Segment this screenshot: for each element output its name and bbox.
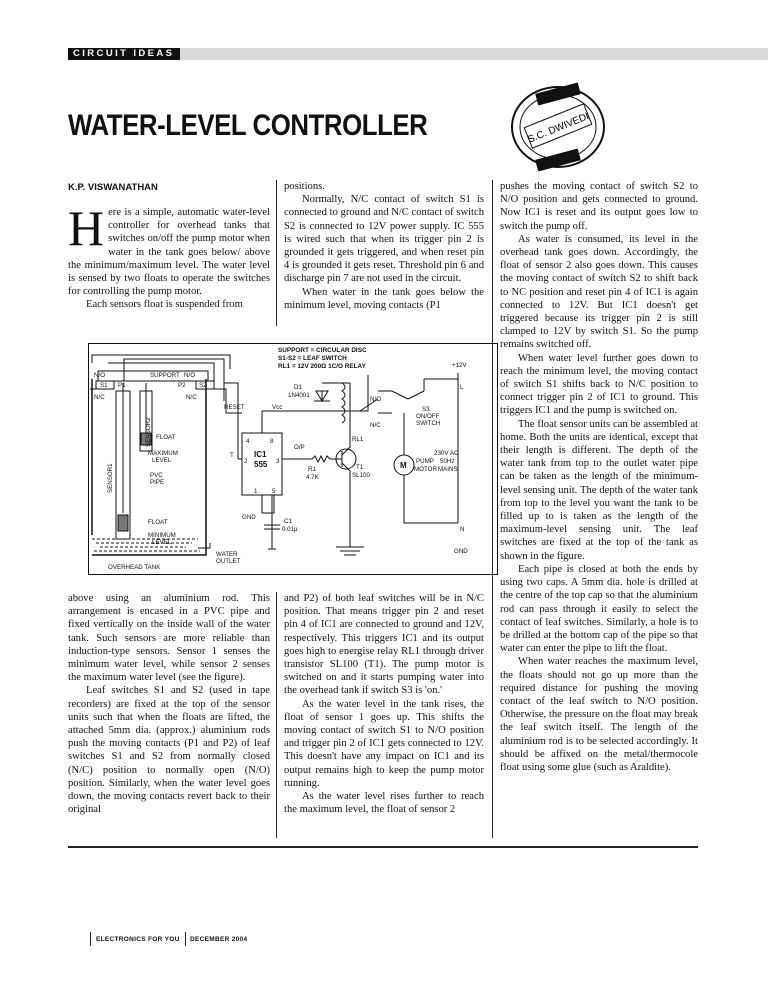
label-max-level: MAXIMUM xyxy=(148,450,178,457)
label-outlet: WATER xyxy=(216,551,238,558)
label-no-right: N/O xyxy=(184,372,196,379)
article-title: WATER-LEVEL CONTROLLER xyxy=(68,109,428,142)
label-c1-value: 0.01µ xyxy=(282,526,298,533)
label-reset: RESET xyxy=(224,404,245,411)
label-no-left: N/O xyxy=(94,372,106,379)
paragraph: When water level further goes down to reach the minimum level, the moving contact of switch S1 shifts back to N/C position to connect trigger pin 2 of IC1 to ground. This triggers IC1 and the pump is switched on. xyxy=(500,352,698,417)
seal-text: S.C. DWIVEDI xyxy=(526,111,591,146)
circuit-diagram xyxy=(88,343,498,575)
paragraph: pushes the moving contact of switch S2 to N/O position and gets connected to ground. Now IC1 is reset and its output goes low to switch the pump off. xyxy=(500,181,698,232)
paragraph: As water is consumed, its level in the overhead tank goes down. Accordingly, the float of sensor 2 also goes down. This causes the moving contact of switch S2 to shift back to NC position and reset pin 4 of IC1 is again connected to 12V. But IC1 doesn't get triggered because its trigger pin 2 is still clamped to 12V by switch S1. So the pump remains switched off. xyxy=(500,233,698,351)
label-p2: P2 xyxy=(178,382,186,389)
label-motor: MOTOR xyxy=(414,466,437,473)
paragraph: Each sensors float is suspended from xyxy=(86,299,243,311)
label-sensor2: SENSOR2 xyxy=(145,417,152,447)
label-pin3: 3 xyxy=(276,458,280,465)
label-vcc: Vcc xyxy=(272,404,283,411)
legend-1: SUPPORT = CIRCULAR DISC xyxy=(278,347,367,354)
label-nc-left: N/C xyxy=(94,394,105,401)
label-12v: +12V xyxy=(452,362,467,369)
paragraph: As the water level rises further to reach the maximum level, the float of sensor 2 xyxy=(284,791,484,816)
label-r1: R1 xyxy=(308,466,316,473)
label-c1: C1 xyxy=(284,518,292,525)
label-rl1: RL1 xyxy=(352,436,364,443)
label-nc-right: N/C xyxy=(186,394,197,401)
label-s1: S1 xyxy=(100,382,108,389)
label-min-level: MINIMUM xyxy=(148,532,176,539)
section-label: CIRCUIT IDEAS xyxy=(68,48,180,60)
label-l: L xyxy=(460,384,464,391)
bottom-rule xyxy=(68,846,698,848)
label-s3-switch: SWITCH xyxy=(416,420,441,427)
label-555: 555 xyxy=(254,460,268,469)
label-sensor1: SENSOR1 xyxy=(107,463,114,493)
label-pipe: PIPE xyxy=(150,479,165,486)
label-pin8: 8 xyxy=(270,438,274,445)
label-outlet-2: OUTLET xyxy=(216,558,241,565)
label-p1: P1 xyxy=(118,382,126,389)
label-no-relay: N/O xyxy=(370,396,382,403)
label-gnd: GND xyxy=(454,548,468,555)
footer-issue: DECEMBER 2004 xyxy=(190,936,248,943)
label-d1: D1 xyxy=(294,384,302,391)
paragraph: When water in the tank goes below the minimum level, moving contacts (P1 xyxy=(284,286,484,311)
label-float-bottom: FLOAT xyxy=(148,519,168,526)
label-t1: T1 xyxy=(356,464,364,471)
label-mains-hz: 50Hz xyxy=(440,458,455,465)
label-gnd-ic: GND xyxy=(242,514,256,521)
label-pvc: PVC xyxy=(150,472,163,479)
label-pin1: 1 xyxy=(254,488,258,495)
label-mains: 230V AC xyxy=(434,450,459,457)
drop-cap: H xyxy=(68,200,105,256)
label-motor-m: M xyxy=(400,461,407,470)
label-trigger: T xyxy=(230,452,234,459)
label-max-level-2: LEVEL xyxy=(152,457,172,464)
label-op: O/P xyxy=(294,444,305,451)
author-name: K.P. VISWANATHAN xyxy=(68,182,158,193)
label-pump: PUMP xyxy=(416,458,434,465)
label-float-top: FLOAT xyxy=(156,434,176,441)
column-3 xyxy=(500,180,698,774)
column-divider xyxy=(276,592,277,838)
label-tank: OVERHEAD TANK xyxy=(108,564,161,571)
label-nc-relay: N/C xyxy=(370,422,381,429)
paragraph: As the water level in the tank rises, the float of sensor 1 goes up. This shifts the moving contact of switch S1 to N/O position and trigger pin 2 of IC1 gets connected to 12V. This doesn't have any impact on IC1 and its output remains high to keep the pump motor running. xyxy=(284,698,484,789)
column-1-top xyxy=(68,200,270,312)
label-t1-part: SL100 xyxy=(352,472,370,479)
label-s3-onoff: ON/OFF xyxy=(416,413,440,420)
column-1-bottom xyxy=(68,592,270,816)
footer-magazine: ELECTRONICS FOR YOU xyxy=(96,936,180,943)
label-pin2: 2 xyxy=(244,458,248,465)
label-mains-3: MAINS xyxy=(438,466,458,473)
intro-paragraph: Here is a simple, automatic water-level controller for overhead tanks that switches on/off the pump motor when water in the tank goes below/ above the minimum/maximum level. The water level is sensed by two floats to operate the switches for controlling the pump motor. xyxy=(68,200,270,298)
label-pin5: 5 xyxy=(272,488,276,495)
column-2-top xyxy=(284,180,484,312)
label-s2: S2 xyxy=(199,382,207,389)
legend-3: RL1 = 12V 200Ω 1C/O RELAY xyxy=(278,363,366,370)
paragraph: positions. xyxy=(284,181,325,192)
footer-divider xyxy=(90,932,91,946)
legend-2: S1-S2 = LEAF SWITCH xyxy=(278,355,347,362)
label-min-level-2: LEVEL xyxy=(152,539,172,546)
label-support: SUPPORT xyxy=(150,372,180,379)
paragraph: Each pipe is closed at both the ends by using two caps. A 5mm dia. hole is drilled at the centre of the top cap so that the aluminium rod can pass through it easily to select the contact of leaf switches. Similarly, a hole is to be drilled at the bottom cap of the pipe so that water can enter the pipe to lift the float. xyxy=(500,563,698,655)
label-pin4: 4 xyxy=(246,438,250,445)
label-r1-value: 4.7K xyxy=(306,474,319,481)
label-s3: S3 xyxy=(422,406,430,413)
column-2-bottom xyxy=(284,592,484,816)
paragraph: and P2) of both leaf switches will be in N/C position. That means trigger pin 2 and reset pin 4 of IC1 are connected to ground and 12V, respectively. This triggers IC1 and its output goes high to energise relay RL1 through driver transistor SL100 (T1). The pump motor is switched on and it starts pumping water into the overhead tank if switch S3 is 'on.' xyxy=(284,593,484,697)
label-d1-part: 1N4001 xyxy=(288,392,310,399)
column-divider xyxy=(276,180,277,326)
paragraph: When water reaches the maximum level, the floats should not go up more than the required distance for pushing the moving contact of the leaf switch to N/O position. Otherwise, the pressure on the float may break the leaf switch itself. The length of the aluminium rod is to be selected accordingly. It should be affixed on the metal/thermocole float using some glue (such as Araldite). xyxy=(500,656,698,773)
label-n: N xyxy=(460,526,465,533)
paragraph: above using an aluminium rod. This arrangement is encased in a PVC pipe and fixed vertically on the inside wall of the water tank. Such sensors are more reliable than induction-type sensors. Sensor 1 senses the minimum water level, while sensor 2 senses the maximum water level (see the figure). xyxy=(68,593,270,684)
paragraph: The float sensor units can be assembled at home. Both the units are identical, except that their length is different. The depth of the water tank from top to the outlet water pipe can be taken as the length of the minimum-level sensing unit. The depth of the water tank from top to the level you want the tank to be filled up to is taken as the length of the maximum-level sensing unit. The leaf switches are fixed at the top of the tank as shown in the figure. xyxy=(500,418,698,562)
label-ic1: IC1 xyxy=(254,450,267,459)
author-seal-icon xyxy=(506,82,610,172)
footer-divider xyxy=(185,932,186,946)
paragraph: Leaf switches S1 and S2 (used in tape recorders) are fixed at the top of the sensor units such that when the floats are lifted, the attached 5mm dia. (approx.) aluminium rods push the moving contacts (P1 and P2) of leaf switches S1 and S2 from normally closed (N/C) position to normally open (N/O) position. Similarly, when the water level goes down, the moving contacts revert back to their original xyxy=(68,685,270,816)
paragraph: Normally, N/C contact of switch S1 is connected to ground and N/C contact of switch S2 is connected to 12V power supply. IC 555 is wired such that when its trigger pin 2 is grounded it gets triggered, and when reset pin 4 is grounded it gets reset. Threshold pin 6 and discharge pin 7 are not used in the circuit. xyxy=(284,194,484,285)
